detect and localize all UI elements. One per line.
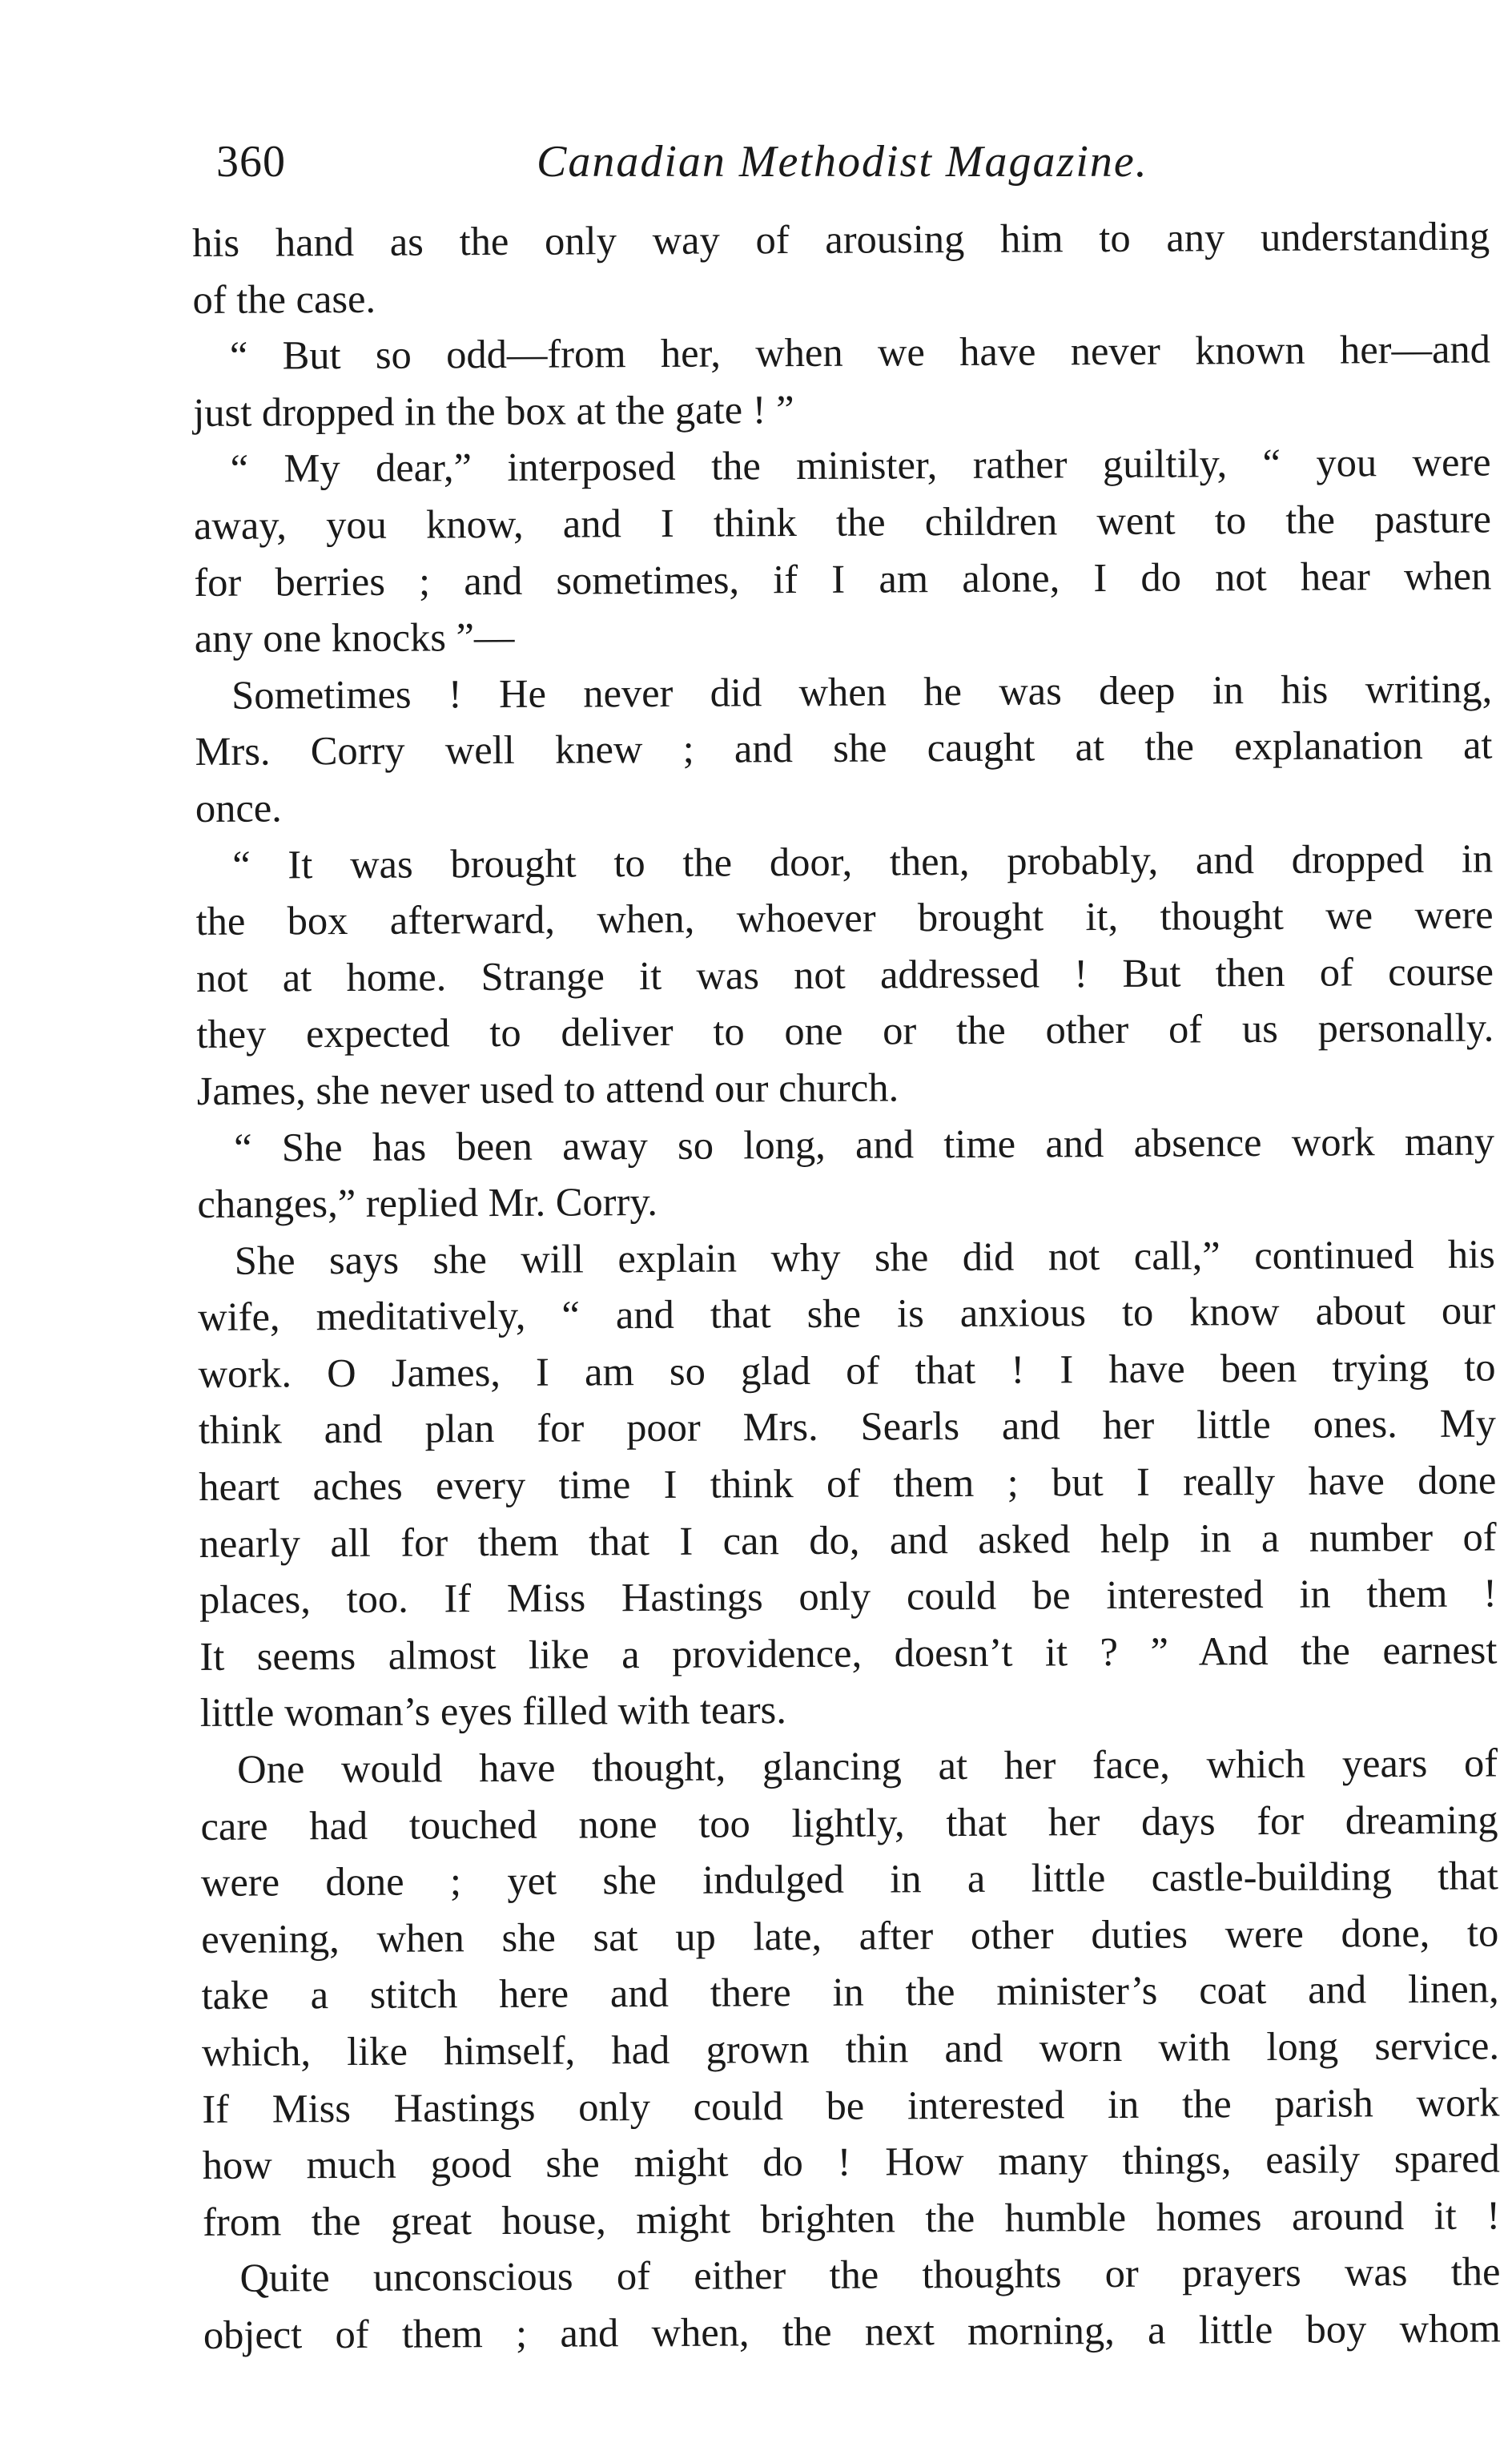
text-line: Sometimes ! He never did when he was deep in his writing,: [231, 666, 1493, 718]
text-line: changes,” replied Mr. Corry.: [197, 1179, 658, 1227]
text-line: his hand as the only way of arousing him to any understanding: [192, 213, 1490, 265]
text-line: not at home. Strange it was not addressed ! But then of course: [195, 948, 1494, 1000]
text-line: once.: [195, 785, 282, 831]
text-line: “ She has been away so long, and time and absence work many: [233, 1118, 1495, 1170]
text-line: heart aches every time I think of them ; but I really have done: [199, 1457, 1497, 1510]
text-line: were done ; yet she indulged in a little castle-building that: [200, 1853, 1499, 1906]
text-line: “ My dear,” interposed the minister, rather guiltily, “ you were: [230, 439, 1491, 492]
text-line: any one knocks ”—: [194, 614, 515, 662]
text-line: work. O James, I am so glad of that ! I have been trying to: [198, 1344, 1496, 1396]
text-line: which, like himself, had grown thin and worn with long service.: [201, 2022, 1500, 2075]
text-line: “ It was brought to the door, then, probably, and dropped in: [232, 835, 1494, 887]
running-title: Canadian Methodist Magazine.: [537, 137, 1148, 187]
text-line: wife, meditatively, “ and that she is anxious to know about our: [198, 1287, 1496, 1340]
text-line: think and plan for poor Mrs. Searls and her little ones. My: [198, 1400, 1497, 1453]
text-line: take a stitch here and there in the minister’s coat and linen,: [201, 1966, 1499, 2018]
running-header: [216, 136, 1482, 208]
text-line: away, you know, and I think the children went to the pasture: [193, 496, 1492, 548]
text-line: James, she never used to attend our church.: [196, 1065, 899, 1113]
text-line: the box afterward, when, whoever brought it, thought we were: [195, 891, 1494, 944]
text-line: just dropped in the box at the gate ! ”: [193, 386, 794, 435]
text-line: care had touched none too lightly, that her days for dreaming: [200, 1797, 1498, 1849]
text-line: It seems almost like a providence, doesn’t it ? ” And the earnest: [199, 1627, 1498, 1679]
text-line: nearly all for them that I can do, and asked help in a number of: [199, 1514, 1497, 1566]
body-text: [192, 208, 1501, 2364]
page-number: 360: [216, 137, 286, 187]
text-line: little woman’s eyes filled with tears.: [199, 1687, 787, 1736]
text-line: places, too. If Miss Hastings only could be interested in them !: [199, 1570, 1498, 1623]
text-line: object of them ; and when, the next morning, a little boy whom: [203, 2305, 1501, 2357]
text-line: evening, when she sat up late, after other duties were done, to: [201, 1910, 1499, 1962]
text-line: Quite unconscious of either the thoughts or prayers was the: [239, 2248, 1501, 2301]
text-line: One would have thought, glancing at her face, which years of: [237, 1740, 1498, 1792]
text-line: how much good she might do ! How many things, easily spared: [202, 2135, 1500, 2188]
text-line: If Miss Hastings only could be interested in the parish work: [202, 2079, 1500, 2131]
text-line: She says she will explain why she did not call,” continued his: [234, 1231, 1495, 1283]
text-line: of the case.: [192, 276, 376, 322]
text-line: Mrs. Corry well knew ; and she caught at the explanation at: [195, 722, 1493, 775]
text-line: for berries ; and sometimes, if I am alone, I do not hear when: [194, 553, 1492, 605]
text-line: they expected to deliver to one or the other of us personally.: [196, 1004, 1494, 1057]
text-line: “ But so odd—from her, when we have never known her—and: [229, 326, 1491, 378]
text-line: from the great house, might brighten the humble homes around it !: [202, 2192, 1501, 2244]
